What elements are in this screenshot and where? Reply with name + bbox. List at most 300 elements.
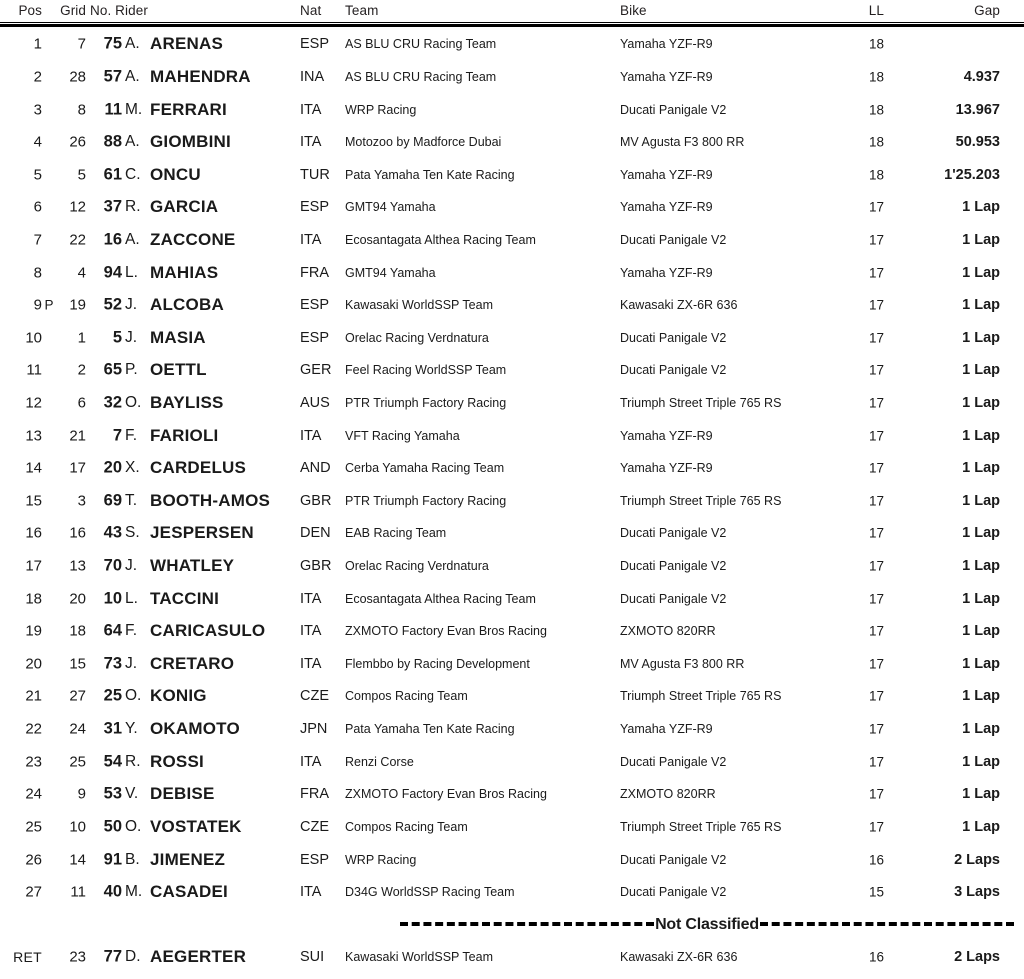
row-position: 19: [25, 622, 42, 640]
row-rider-number: 52: [103, 295, 122, 314]
header-rule-thin: [0, 22, 1024, 23]
row-rider-initial: V.: [125, 785, 139, 803]
row-nationality: ESP: [300, 297, 330, 314]
row-rider-number: 64: [103, 621, 122, 640]
table-row: [0, 387, 1024, 420]
row-bike: ZXMOTO 820RR: [620, 624, 716, 639]
row-rider-surname: KONIG: [150, 686, 207, 706]
row-grid-position: 10: [69, 818, 86, 836]
row-team: Renzi Corse: [345, 754, 414, 769]
row-bike: MV Agusta F3 800 RR: [620, 656, 745, 671]
row-nationality: ITA: [300, 134, 322, 151]
row-position: 13: [25, 427, 42, 445]
row-gap: 1 Lap: [962, 590, 1000, 607]
row-rider-surname: CRETARO: [150, 653, 235, 673]
row-grid-position: 2: [77, 361, 86, 379]
column-header-grid: Grid: [60, 3, 86, 18]
row-grid-position: 8: [77, 101, 86, 119]
row-gap: 1 Lap: [962, 623, 1000, 640]
table-row: [0, 419, 1024, 452]
row-rider-surname: ALCOBA: [150, 295, 224, 315]
column-header-rider: No. Rider: [90, 3, 148, 18]
row-team: Flembbo by Racing Development: [345, 656, 530, 671]
table-row: [0, 158, 1024, 191]
row-grid-position: 3: [77, 492, 86, 510]
row-gap: 2 Laps: [954, 851, 1000, 868]
row-bike: Ducati Panigale V2: [620, 363, 727, 378]
row-nationality: FRA: [300, 264, 329, 281]
row-nationality: ITA: [300, 884, 322, 901]
row-bike: Ducati Panigale V2: [620, 852, 727, 867]
row-rider-surname: DEBISE: [150, 784, 215, 804]
row-laps-led: 17: [868, 819, 884, 835]
row-rider-initial: X.: [125, 459, 140, 477]
row-grid-position: 23: [69, 948, 86, 966]
row-rider-initial: P.: [125, 361, 138, 379]
row-rider-initial: A.: [125, 133, 140, 151]
row-rider-number: 32: [103, 393, 122, 412]
row-laps-led: 18: [868, 102, 884, 118]
row-laps-led: 17: [868, 754, 884, 770]
row-rider-number: 43: [103, 523, 122, 542]
row-laps-led: 15: [868, 884, 884, 900]
row-gap: 1 Lap: [962, 818, 1000, 835]
row-rider-initial: L.: [125, 263, 138, 281]
row-rider-initial: D.: [125, 948, 141, 966]
row-grid-position: 18: [69, 622, 86, 640]
row-laps-led: 17: [868, 232, 884, 248]
table-row: [0, 93, 1024, 126]
row-nationality: FRA: [300, 786, 329, 803]
row-rider-number: 70: [103, 556, 122, 575]
row-grid-position: 13: [69, 557, 86, 575]
row-bike: Ducati Panigale V2: [620, 754, 727, 769]
row-laps-led: 17: [868, 623, 884, 639]
row-position: 18: [25, 590, 42, 608]
table-row: [0, 289, 1024, 322]
row-grid-position: 9: [77, 785, 86, 803]
row-laps-led: 18: [868, 167, 884, 183]
row-position: 14: [25, 459, 42, 477]
row-bike: ZXMOTO 820RR: [620, 787, 716, 802]
row-rider-number: 53: [103, 784, 122, 803]
table-row: [0, 876, 1024, 909]
row-rider-initial: L.: [125, 589, 138, 607]
row-rider-initial: O.: [125, 817, 142, 835]
row-rider-number: 73: [103, 654, 122, 673]
row-gap: 1 Lap: [962, 558, 1000, 575]
row-rider-number: 16: [103, 230, 122, 249]
row-rider-number: 25: [103, 686, 122, 705]
row-bike: Ducati Panigale V2: [620, 591, 727, 606]
row-rider-surname: BOOTH-AMOS: [150, 490, 271, 510]
row-laps-led: 17: [868, 460, 884, 476]
divider-dash-left: [400, 922, 654, 926]
row-grid-position: 27: [69, 687, 86, 705]
row-rider-surname: JIMENEZ: [150, 849, 226, 869]
row-gap: 1 Lap: [962, 655, 1000, 672]
row-rider-surname: MAHENDRA: [150, 66, 251, 86]
table-row: [0, 354, 1024, 387]
row-rider-number: 77: [103, 947, 122, 966]
row-bike: Yamaha YZF-R9: [620, 200, 713, 215]
table-row: [0, 321, 1024, 354]
row-rider-initial: A.: [125, 35, 140, 53]
row-team: ZXMOTO Factory Evan Bros Racing: [345, 624, 547, 639]
row-team: Feel Racing WorldSSP Team: [345, 363, 507, 378]
row-rider-surname: FERRARI: [150, 99, 227, 119]
row-rider-number: 40: [103, 882, 122, 901]
row-rider-surname: OETTL: [150, 360, 207, 380]
row-rider-surname: FARIOLI: [150, 425, 219, 445]
row-grid-position: 26: [69, 133, 86, 151]
row-position: 27: [25, 883, 42, 901]
row-bike: Kawasaki ZX-6R 636: [620, 298, 738, 313]
table-row: [0, 517, 1024, 550]
row-gap: 1 Lap: [962, 329, 1000, 346]
row-gap: 2 Laps: [954, 949, 1000, 966]
row-rider-initial: T.: [125, 491, 138, 509]
row-rider-initial: J.: [125, 296, 138, 314]
row-bike: Yamaha YZF-R9: [620, 69, 713, 84]
row-position: 8: [33, 264, 42, 282]
row-bike: Yamaha YZF-R9: [620, 167, 713, 182]
row-rider-surname: ZACCONE: [150, 229, 236, 249]
column-header-team: Team: [345, 3, 379, 18]
row-nationality: JPN: [300, 721, 328, 738]
row-nationality: ITA: [300, 590, 322, 607]
row-team: D34G WorldSSP Racing Team: [345, 885, 515, 900]
row-position: 26: [25, 851, 42, 869]
table-row: [0, 452, 1024, 485]
row-rider-initial: R.: [125, 198, 141, 216]
row-rider-initial: O.: [125, 687, 142, 705]
row-nationality: CZE: [300, 818, 329, 835]
column-header-nat: Nat: [300, 3, 322, 18]
row-rider-number: 54: [103, 752, 122, 771]
row-bike: Triumph Street Triple 765 RS: [620, 493, 782, 508]
row-rider-number: 7: [112, 426, 122, 445]
row-rider-number: 88: [103, 132, 122, 151]
divider-dash-right: [760, 922, 1014, 926]
row-laps-led: 17: [868, 721, 884, 737]
row-grid-position: 16: [69, 524, 86, 542]
row-laps-led: 17: [868, 591, 884, 607]
row-bike: Yamaha YZF-R9: [620, 428, 713, 443]
table-row: [0, 713, 1024, 746]
row-rider-initial: J.: [125, 557, 138, 575]
row-nationality: ESP: [300, 329, 330, 346]
row-gap: 1 Lap: [962, 395, 1000, 411]
row-position: 11: [26, 361, 42, 379]
row-rider-initial: A.: [125, 230, 140, 248]
row-gap: 1 Lap: [962, 721, 1000, 738]
row-team: Kawasaki WorldSSP Team: [345, 950, 493, 965]
row-rider-surname: ONCU: [150, 164, 201, 184]
row-rider-initial: A.: [125, 67, 140, 85]
row-nationality: ITA: [300, 101, 322, 118]
row-position: 24: [25, 785, 42, 803]
row-laps-led: 16: [868, 949, 884, 965]
row-bike: Ducati Panigale V2: [620, 232, 727, 247]
row-team: WRP Racing: [345, 102, 417, 117]
row-team: Ecosantagata Althea Racing Team: [345, 591, 536, 606]
row-nationality: ITA: [300, 655, 322, 672]
row-bike: Ducati Panigale V2: [620, 885, 727, 900]
row-team: Cerba Yamaha Racing Team: [345, 461, 505, 476]
row-rider-initial: S.: [125, 524, 140, 542]
row-nationality: GER: [300, 362, 332, 379]
row-laps-led: 17: [868, 656, 884, 672]
row-rider-initial: B.: [125, 850, 140, 868]
row-rider-number: 61: [103, 165, 122, 184]
table-row: [0, 843, 1024, 876]
row-laps-led: 17: [868, 558, 884, 574]
row-nationality: ESP: [300, 36, 330, 53]
column-header-ll: LL: [868, 3, 884, 18]
column-header-bike: Bike: [620, 3, 647, 18]
row-rider-initial: F.: [125, 622, 138, 640]
row-rider-surname: WHATLEY: [150, 556, 235, 576]
row-rider-initial: M.: [125, 100, 143, 118]
row-bike: Ducati Panigale V2: [620, 559, 727, 574]
row-position: 25: [25, 818, 42, 836]
row-grid-position: 20: [69, 590, 86, 608]
row-gap: 1'25.203: [944, 166, 1000, 183]
row-rider-number: 50: [103, 817, 122, 836]
row-laps-led: 17: [868, 330, 884, 346]
row-gap: 1 Lap: [962, 786, 1000, 803]
column-header-pos: Pos: [18, 3, 42, 18]
row-gap: 50.953: [955, 134, 1000, 151]
row-rider-surname: JESPERSEN: [150, 523, 254, 543]
row-grid-position: 17: [69, 459, 86, 477]
row-position: 1: [33, 35, 42, 53]
row-nationality: INA: [300, 68, 325, 85]
row-rider-surname: MASIA: [150, 327, 206, 347]
row-position: 3: [33, 101, 42, 119]
row-nationality: GBR: [300, 558, 332, 575]
row-laps-led: 17: [868, 362, 884, 378]
row-position: 17: [25, 557, 42, 575]
row-rider-number: 11: [104, 100, 122, 119]
row-rider-initial: O.: [125, 394, 142, 411]
row-position: 10: [25, 329, 42, 347]
row-bike: MV Agusta F3 800 RR: [620, 135, 745, 150]
row-rider-number: 91: [103, 850, 122, 869]
row-gap: 3 Laps: [954, 884, 1000, 901]
row-bike: Kawasaki ZX-6R 636: [620, 950, 738, 965]
row-gap: 1 Lap: [962, 753, 1000, 770]
row-team: PTR Triumph Factory Racing: [345, 493, 507, 508]
table-row: [0, 680, 1024, 713]
row-nationality: AUS: [300, 395, 330, 411]
table-row: [0, 615, 1024, 648]
row-rider-number: 65: [103, 360, 122, 379]
row-grid-position: 19: [69, 296, 86, 314]
row-team: Kawasaki WorldSSP Team: [345, 298, 493, 313]
row-team: Pata Yamaha Ten Kate Racing: [345, 167, 515, 182]
row-laps-led: 17: [868, 199, 884, 215]
row-team: ZXMOTO Factory Evan Bros Racing: [345, 787, 547, 802]
row-laps-led: 17: [868, 525, 884, 541]
row-gap: 1 Lap: [962, 231, 1000, 248]
header-rule-thick: [0, 24, 1024, 27]
row-laps-led: 17: [868, 688, 884, 704]
row-nationality: ESP: [300, 199, 330, 216]
row-grid-position: 12: [69, 198, 86, 216]
row-rider-surname: GIOMBINI: [150, 132, 231, 152]
row-team: Orelac Racing Verdnatura: [345, 559, 489, 574]
row-grid-position: 6: [77, 394, 86, 412]
row-position: 9: [33, 296, 42, 314]
table-row: [0, 648, 1024, 681]
row-position: 2: [33, 68, 42, 86]
row-position: 6: [33, 198, 42, 216]
row-team: Compos Racing Team: [345, 689, 468, 704]
row-rider-initial: J.: [125, 328, 138, 346]
row-bike: Yamaha YZF-R9: [620, 461, 713, 476]
row-grid-position: 15: [69, 655, 86, 673]
table-row: [0, 778, 1024, 811]
row-gap: 1 Lap: [962, 264, 1000, 281]
row-laps-led: 17: [868, 297, 884, 313]
table-row: [0, 941, 1024, 974]
row-bike: Yamaha YZF-R9: [620, 37, 713, 52]
row-bike: Triumph Street Triple 765 RS: [620, 819, 782, 834]
row-rider-number: 5: [112, 328, 122, 347]
table-row: [0, 550, 1024, 583]
row-laps-led: 17: [868, 265, 884, 281]
row-nationality: DEN: [300, 525, 331, 542]
row-grid-position: 4: [77, 264, 86, 282]
row-rider-number: 94: [103, 263, 122, 282]
row-rider-surname: CARICASULO: [150, 621, 266, 641]
row-bike: Triumph Street Triple 765 RS: [620, 396, 782, 410]
row-bike: Ducati Panigale V2: [620, 526, 727, 541]
row-rider-initial: Y.: [125, 720, 138, 738]
row-rider-initial: F.: [125, 426, 138, 444]
row-position: 15: [25, 492, 42, 510]
row-rider-surname: CARDELUS: [150, 458, 247, 478]
row-laps-led: 18: [868, 134, 884, 150]
row-gap: 1 Lap: [962, 199, 1000, 216]
row-gap: 1 Lap: [962, 297, 1000, 314]
row-rider-surname: AEGERTER: [150, 947, 247, 967]
not-classified-label: Not Classified: [655, 915, 759, 933]
row-laps-led: 17: [868, 493, 884, 509]
row-nationality: ITA: [300, 753, 322, 770]
row-rider-initial: J.: [125, 654, 138, 672]
row-rider-number: 69: [103, 491, 122, 510]
row-position: 4: [33, 133, 42, 151]
row-grid-position: 25: [69, 753, 86, 771]
row-team: Orelac Racing Verdnatura: [345, 330, 489, 345]
row-laps-led: 18: [868, 69, 884, 85]
row-position: 7: [33, 231, 42, 249]
row-gap: 1 Lap: [962, 492, 1000, 509]
row-bike: Yamaha YZF-R9: [620, 265, 713, 280]
table-row: [0, 256, 1024, 289]
row-gap: 1 Lap: [962, 688, 1000, 705]
row-grid-position: 7: [77, 35, 86, 53]
row-rider-surname: MAHIAS: [150, 262, 219, 282]
row-penalty-marker: P: [44, 297, 54, 313]
table-row: [0, 126, 1024, 159]
row-nationality: ESP: [300, 851, 330, 868]
row-grid-position: 21: [69, 427, 86, 445]
row-team: GMT94 Yamaha: [345, 265, 436, 280]
row-rider-number: 57: [103, 67, 122, 86]
row-position: 22: [25, 720, 42, 738]
row-team: Ecosantagata Althea Racing Team: [345, 232, 536, 247]
row-rider-number: 75: [103, 34, 122, 53]
row-team: EAB Racing Team: [345, 526, 447, 541]
row-rider-number: 20: [103, 458, 122, 477]
row-nationality: GBR: [300, 492, 332, 509]
row-rider-surname: VOSTATEK: [150, 816, 242, 836]
row-rider-surname: OKAMOTO: [150, 719, 240, 739]
row-rider-number: 10: [103, 589, 122, 608]
row-laps-led: 17: [868, 428, 884, 444]
row-team: AS BLU CRU Racing Team: [345, 69, 497, 84]
table-row: [0, 811, 1024, 844]
row-team: Compos Racing Team: [345, 819, 468, 834]
row-grid-position: 28: [69, 68, 86, 86]
table-row: [0, 224, 1024, 257]
table-row: [0, 485, 1024, 518]
row-team: WRP Racing: [345, 852, 417, 867]
row-gap: 13.967: [955, 101, 1000, 118]
row-gap: 1 Lap: [962, 525, 1000, 542]
row-laps-led: 17: [868, 786, 884, 802]
not-classified-results-list: [0, 941, 1024, 974]
row-bike: Yamaha YZF-R9: [620, 722, 713, 737]
row-nationality: SUI: [300, 949, 325, 966]
row-nationality: TUR: [300, 166, 330, 183]
row-nationality: CZE: [300, 688, 329, 705]
row-nationality: AND: [300, 460, 331, 477]
table-row: [0, 582, 1024, 615]
row-position: RET: [13, 949, 42, 966]
row-gap: 1 Lap: [962, 362, 1000, 379]
row-position: 12: [25, 394, 42, 412]
table-row: [0, 745, 1024, 778]
row-grid-position: 14: [69, 851, 86, 869]
row-team: VFT Racing Yamaha: [345, 428, 460, 443]
row-nationality: ITA: [300, 231, 322, 248]
row-grid-position: 5: [77, 166, 86, 184]
row-bike: Triumph Street Triple 765 RS: [620, 689, 782, 704]
row-rider-surname: BAYLISS: [150, 393, 224, 412]
row-laps-led: 17: [868, 395, 884, 411]
row-position: 16: [25, 524, 42, 542]
row-rider-surname: ARENAS: [150, 34, 223, 54]
row-rider-surname: ROSSI: [150, 751, 204, 771]
row-rider-surname: CASADEI: [150, 882, 228, 902]
column-header-gap: Gap: [974, 3, 1000, 18]
row-rider-initial: M.: [125, 883, 143, 901]
row-nationality: ITA: [300, 427, 322, 444]
row-bike: Ducati Panigale V2: [620, 102, 727, 117]
table-row: [0, 28, 1024, 61]
row-laps-led: 18: [868, 36, 884, 52]
row-rider-initial: C.: [125, 165, 141, 183]
row-grid-position: 1: [77, 329, 86, 347]
row-laps-led: 16: [868, 852, 884, 868]
row-position: 23: [25, 753, 42, 771]
table-row: [0, 191, 1024, 224]
